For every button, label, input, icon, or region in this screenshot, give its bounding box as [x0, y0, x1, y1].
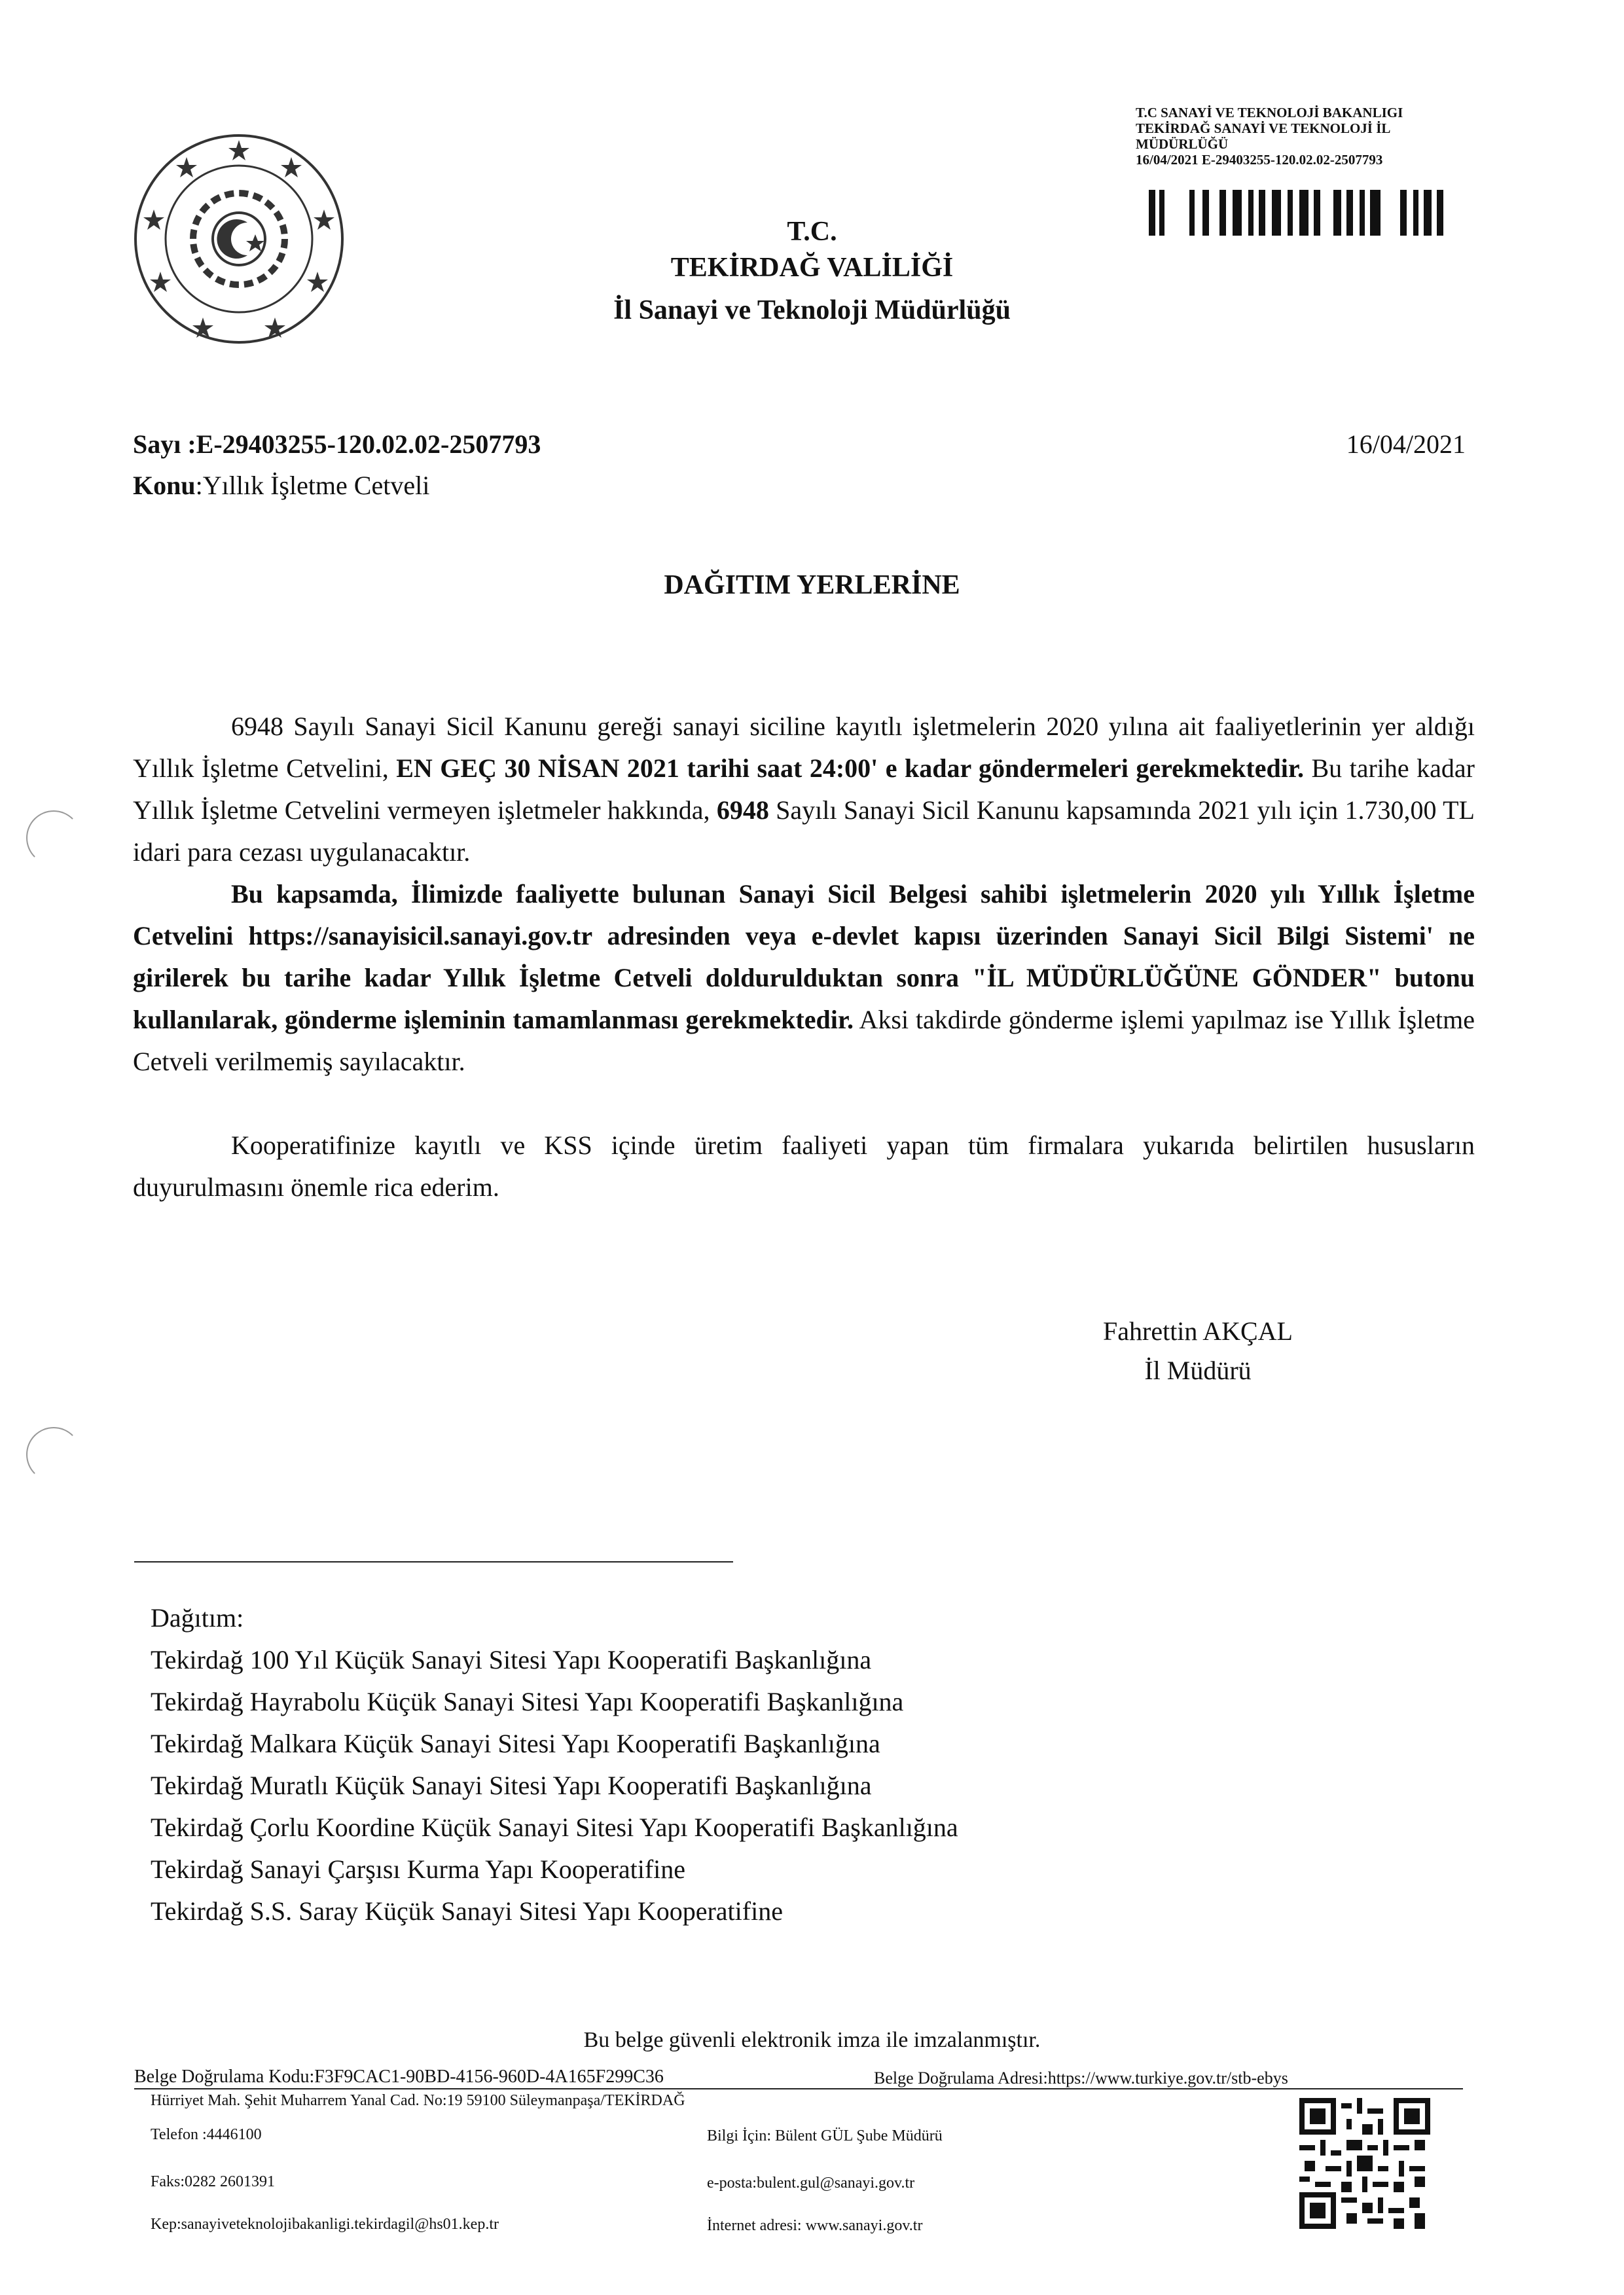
footer-address: Hürriyet Mah. Şehit Muharrem Yanal Cad. No:19 59100 Süleymanpaşa/TEKİRDAĞ	[151, 2092, 685, 2109]
paragraph-2-a: Bu kapsamda, İlimizde faaliyette bulunan Sanayi Sicil Belgesi sahibi işletmelerin 2020 yılı Yıllık İşletme Cetvelini https://sanayisicil.sanayi.gov.tr adresinden veya e-devlet kapısı üzerinden Sanayi Sicil Bilgi Sistemi' ne girilerek bu tarihe kadar Yıllık İşletme Cetveli doldurulduktan sonra "İL MÜDÜRLÜĞÜNE GÖNDER" butonu kullanılarak, gönderme işleminin tamamlanması gerekmektedir.	[133, 879, 1475, 1034]
paragraph-1-deadline: EN GEÇ 30 NİSAN 2021 tarihi saat 24:00' e kadar göndermeleri gerekmektedir.	[396, 753, 1304, 783]
footer-web: İnternet adresi: www.sanayi.gov.tr	[707, 2217, 923, 2234]
scan-punch-hole-mark	[26, 810, 81, 865]
distribution-list	[151, 1597, 958, 1932]
barcode-line-2: TEKİRDAĞ SANAYİ VE TEKNOLOJİ İL	[1136, 120, 1391, 136]
distribution-item: Tekirdağ Hayrabolu Küçük Sanayi Sitesi Yapı Kooperatifi Başkanlığına	[151, 1687, 904, 1716]
document-date: 16/04/2021	[1346, 429, 1466, 459]
sayi-row	[133, 429, 541, 460]
sayi-value: :E-29403255-120.02.02-2507793	[187, 429, 541, 459]
paragraph-1-law-number: 6948	[716, 795, 769, 825]
footer-email: e-posta:bulent.gul@sanayi.gov.tr	[707, 2175, 915, 2192]
footer-separator	[134, 2088, 1463, 2089]
sayi-label: Sayı	[133, 429, 181, 459]
paragraph-2	[133, 873, 1475, 1083]
distribution-label: Dağıtım:	[151, 1603, 244, 1633]
konu-value: :Yıllık İşletme Cetveli	[195, 471, 430, 500]
distribution-item: Tekirdağ S.S. Saray Küçük Sanayi Sitesi Yapı Kooperatifine	[151, 1896, 783, 1926]
header-valilik: TEKİRDAĞ VALİLİĞİ	[670, 253, 954, 283]
distribution-item: Tekirdağ Çorlu Koordine Küçük Sanayi Sitesi Yapı Kooperatifi Başkanlığına	[151, 1813, 958, 1842]
header-tc: T.C.	[787, 217, 837, 247]
barcode-line-3: MÜDÜRLÜĞÜ	[1136, 136, 1229, 152]
signer-title: İl Müdürü	[1144, 1356, 1252, 1385]
header-mudurluk: İl Sanayi ve Teknoloji Müdürlüğü	[613, 295, 1011, 325]
footer-phone: Telefon :4446100	[151, 2126, 262, 2143]
scan-punch-hole-mark	[26, 1427, 81, 1482]
paragraph-1-a: 6948 Sayılı Sanayi Sicil Kanunu gereği sanayi siciline kayıtlı işletmelerin 2020 yılına ait faaliyetlerinin yer aldığı Yıllık İşletme Cetvelini,	[133, 712, 1475, 783]
paragraph-1	[133, 706, 1475, 873]
konu-label: Konu	[133, 471, 196, 500]
esign-note: Bu belge güvenli elektronik imza ile imzalanmıştır.	[583, 2028, 1041, 2052]
verification-code: Belge Doğrulama Kodu:F3F9CAC1-90BD-4156-960D-4A165F299C36	[134, 2067, 664, 2087]
footer-info-contact: Bilgi İçin: Bülent GÜL Şube Müdürü	[707, 2127, 943, 2144]
distribution-item: Tekirdağ 100 Yıl Küçük Sanayi Sitesi Yapı Kooperatifi Başkanlığına	[151, 1645, 872, 1674]
paragraph-1-c: Bu tarihe kadar Yıllık İşletme Cetvelini vermeyen işletmeler hakkında,	[133, 753, 1475, 825]
paragraph-1-e: Sayılı Sanayi Sicil Kanunu kapsamında 2021 yılı için 1.730,00 TL idari para cezası uygulanacaktır.	[133, 795, 1475, 867]
distribution-item: Tekirdağ Malkara Küçük Sanayi Sitesi Yapı Kooperatifi Başkanlığına	[151, 1729, 880, 1758]
addressee: DAĞITIM YERLERİNE	[664, 570, 960, 600]
barcode-image	[1149, 190, 1450, 236]
verification-address: Belge Doğrulama Adresi:https://www.turkiye.gov.tr/stb-ebys	[874, 2069, 1288, 2087]
konu-row	[133, 470, 429, 501]
distribution-item: Tekirdağ Muratlı Küçük Sanayi Sitesi Yapı Kooperatifi Başkanlığına	[151, 1771, 872, 1800]
footer-fax: Faks:0282 2601391	[151, 2173, 276, 2190]
barcode-text-block	[1136, 105, 1476, 168]
distribution-separator	[134, 1561, 733, 1563]
footer-kep: Kep:sanayiveteknolojibakanligi.tekirdagil@hs01.kep.tr	[151, 2216, 499, 2233]
qr-code-icon	[1299, 2098, 1430, 2229]
barcode-line-4: 16/04/2021 E-29403255-120.02.02-2507793	[1136, 152, 1383, 168]
barcode-line-1: T.C SANAYİ VE TEKNOLOJİ BAKANLIGI	[1136, 105, 1403, 120]
signer-name: Fahrettin AKÇAL	[1103, 1316, 1293, 1346]
paragraph-2-b: Aksi takdirde gönderme işlemi yapılmaz ise Yıllık İşletme Cetveli verilmemiş sayılacaktır.	[133, 1005, 1475, 1076]
paragraph-3: Kooperatifinize kayıtlı ve KSS içinde üretim faaliyeti yapan tüm firmalara yukarıda belirtilen hususların duyurulmasını önemle rica ederim.	[133, 1130, 1475, 1202]
distribution-item: Tekirdağ Sanayi Çarşısı Kurma Yapı Kooperatifine	[151, 1854, 686, 1884]
